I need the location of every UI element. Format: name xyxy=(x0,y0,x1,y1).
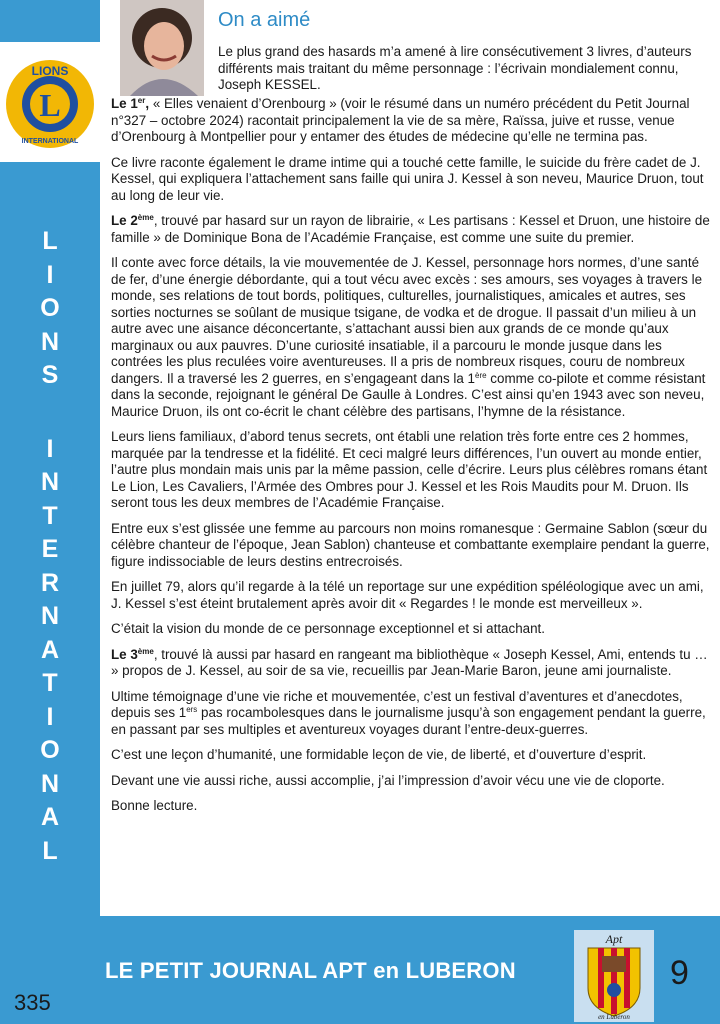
paragraph-11: C’est une leçon d’humanité, une formidable leçon de vie, de liberté, et d’ouverture d’esprit. xyxy=(111,747,647,762)
section-title: On a aimé xyxy=(218,9,311,31)
paragraph-1: Le 1er, « Elles venaient d’Orenbourg » (voir le résumé dans un numéro précédent du Petit Journal n°327 – octobre 2024) racontait principalement la vie de sa mère, Raïssa, juive et russe, venue d’Orenbourg à Montpellier pour y entamer des études de médecine qu’elle ne termina pas. xyxy=(111,96,690,144)
paragraph-6: Entre eux s’est glissée une femme au parcours non moins romanesque : Germaine Sablon (sœur du célèbre chanteur de l’époque, Jean Sablon) chanteuse et combattante exemplaire pendant la guerre, figure indissociable de leurs destins entrecroisés. xyxy=(111,520,710,569)
paragraph-7: En juillet 79, alors qu’il regarde à la télé un reportage sur une expédition spéléologique avec un ami, J. Kessel s’est éteint brutalement après avoir dit « Regardes ! le monde est merveilleux ». xyxy=(111,579,704,611)
paragraph-12: Devant une vie aussi riche, aussi accomplie, j’ai l’impression d’avoir vécu une vie de cloporte. xyxy=(111,772,665,788)
sidebar-letter: S xyxy=(41,361,59,389)
sidebar-letter: I xyxy=(46,434,54,463)
article-body xyxy=(111,96,711,824)
sidebar-letter: A xyxy=(40,803,60,831)
sidebar-letter: T xyxy=(42,501,58,530)
lions-international-logo-icon xyxy=(2,50,98,158)
sidebar-letter: N xyxy=(40,769,60,798)
apt-coat-of-arms-icon xyxy=(574,930,654,1022)
author-portrait xyxy=(120,0,204,96)
vertical-lions-international xyxy=(28,225,72,868)
paragraph-3: Le 2ème, trouvé par hasard sur un rayon de librairie, « Les partisans : Kessel et Druon, une histoire de famille » de Dominique Bona de l’Académie Française, est comme une suite du premier. xyxy=(111,213,710,245)
sidebar-letter: A xyxy=(40,635,60,664)
sidebar-letter: O xyxy=(40,736,60,764)
sidebar-letter: I xyxy=(46,702,54,731)
sidebar-letter: R xyxy=(40,568,60,597)
paragraph-9: Le 3ème, trouvé là aussi par hasard en rangeant ma bibliothèque « Joseph Kessel, Ami, entends tu … » propos de J. Kessel, au soir de sa vie, recueillis par Jean-Marie Baron, jeune ami journaliste. xyxy=(111,646,708,678)
sidebar-letter-gap xyxy=(28,393,72,433)
coat-top-text: Apt xyxy=(605,932,623,946)
intro-paragraph: Le plus grand des hasards m’a amené à lire consécutivement 3 livres, d’auteurs différents mais traitant du même personnage : l’écrivain mondialement connu, Joseph KESSEL. xyxy=(218,44,692,92)
issue-number: 335 xyxy=(14,990,51,1015)
paragraph-8: C’était la vision du monde de ce personnage exceptionnel et si attachant. xyxy=(111,621,545,636)
logo-text-bottom: INTERNATIONAL xyxy=(21,138,79,145)
sidebar-letter: I xyxy=(46,260,54,289)
page-number: 9 xyxy=(670,954,689,992)
paragraph-4: Il conte avec force détails, la vie mouvementée de J. Kessel, personnage hors normes, d’une santé de fer, d’une énergie débordante, qui a tout vécu avec excès : ses amours, ses voyages à travers le monde, ses relations de tout bords, politiques, culturelles, journalistiques, amicales et autres, ses sorties nocturnes se soûlant de musique tsigane, de vodka et de drogue. Il passait d’un milieu à un autre avec une aisance déconcertante, s’attachant aussi bien aux grands de ce monde qu’aux marginaux ou aux pauvres. D’une curiosité insatiable, il a parcouru le monde jusque dans les contrées les plus reculées voire aventureuses. Il a pris de nombreux risques, couru de nombreux dangers. Il a traversé les 2 guerres, en s’engageant dans la 1ère comme co-pilote et comme résistant dans la seconde, rejoignant le général De Gaulle à Londres. C’est ainsi qu’en 1943 avec son neveu, Maurice Druon, ils ont co-écrit le chant célèbre des partisans, l’hymne de la résistance. xyxy=(111,255,706,419)
sidebar-letter: N xyxy=(40,327,60,356)
sidebar-letter: N xyxy=(40,602,60,630)
logo-letter: L xyxy=(39,87,61,123)
sidebar-letter: L xyxy=(42,836,58,865)
sidebar-letter: E xyxy=(41,535,59,563)
paragraph-2: Ce livre raconte également le drame intime qui a touché cette famille, le suicide du frère cadet de J. Kessel, qui expliquera l’attachement sans faille qui unira J. Kessel à son neveu, Maurice Druon, tout au long de leur vie. xyxy=(111,154,704,203)
sidebar-letter: O xyxy=(40,294,60,322)
journal-title: LE PETIT JOURNAL APT en LUBERON xyxy=(105,958,516,983)
sidebar-letter: T xyxy=(42,669,58,697)
logo-text-top: LIONS xyxy=(31,64,69,78)
paragraph-10: Ultime témoignage d’une vie riche et mouvementée, c’est un festival d’aventures et d’anecdotes, depuis ses 1ers pas rocambolesques dans le journalisme jusqu’à son engagement pendant la guerre, en passant par ses multiples et aventureux voyages durant l’entre-deux-guerres. xyxy=(111,688,706,737)
paragraph-13: Bonne lecture. xyxy=(111,798,198,813)
coat-bottom-text: en Luberon xyxy=(598,1013,630,1021)
sidebar-letter: N xyxy=(40,468,60,496)
sidebar-letter: L xyxy=(42,227,58,255)
paragraph-5: Leurs liens familiaux, d’abord tenus secrets, ont établi une relation très forte entre ces 2 hommes, marquée par la tendresse et la fidélité. Et ceci malgré leurs différences, l’un ouvert au monde entier, l’autre plus mondain mais unis par la même passion, celle d’écrire. Leurs plus célèbres romans étant Le Lion, Les Cavaliers, l’Armée des Ombres pour J. Kessel et les Rois Maudits pour M. Druon. Ils seront tous les deux membres de l’Académie Française. xyxy=(111,429,708,510)
